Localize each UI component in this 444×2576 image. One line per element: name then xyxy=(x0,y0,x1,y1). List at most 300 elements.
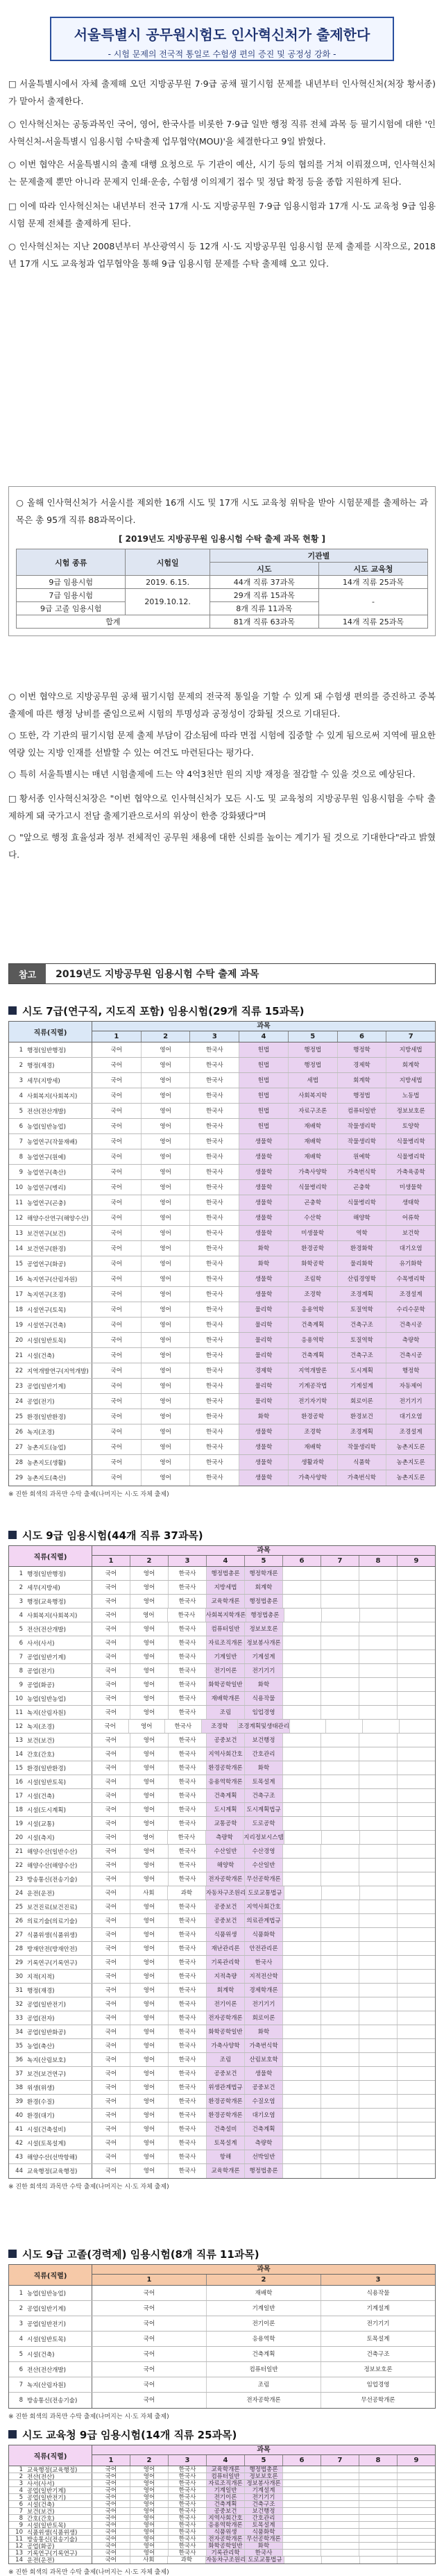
subject-cell xyxy=(359,1970,398,1983)
subject-cell xyxy=(360,1831,398,1844)
subject-cell: 건축계획 xyxy=(207,1789,245,1802)
row-name: 14 보건연구(환경) xyxy=(9,1241,92,1256)
table-row xyxy=(9,1595,435,1609)
table-row xyxy=(9,2508,435,2515)
subject-cell xyxy=(359,1567,398,1580)
paragraph-4: □ 이에 따라 인사혁신처는 내년부터 전국 17개 시·도 지방공무원 7·9급 임용시험과 17개 시·도 교육청 9급 임용시험 문제 전체를 출제하게 된다. xyxy=(8,197,436,232)
subject-cell xyxy=(321,2515,359,2521)
subject-cell: 전자공학개론 xyxy=(207,2393,321,2408)
subject-cell: 물리학 xyxy=(239,1379,289,1393)
row-name: 28 방재안전(방재안전) xyxy=(9,1942,92,1955)
subject-cell: 영어 xyxy=(130,1997,169,2011)
section-title: 시도 교육청 9급 임용시험(14개 직류 25과목) xyxy=(8,2424,436,2445)
subject-cell xyxy=(321,1859,359,1872)
row-name: 22 해양수산(해양수산) xyxy=(9,1859,92,1872)
subject-cell: 도시계획 xyxy=(207,1803,245,1816)
subject-cell: 영어 xyxy=(130,1650,169,1663)
subject-cell xyxy=(359,1692,398,1705)
subject-cell: 영어 xyxy=(130,1914,169,1927)
subject-cell xyxy=(398,2136,435,2150)
subject-cell: 한국사 xyxy=(169,1775,207,1788)
table-row xyxy=(9,2150,435,2164)
paragraph-8: ○ 또한, 각 기관의 필기시험 문제 출제 부담이 감소됨에 따라 면접 시험에 집중할 수 있게 됨으로써 지역에 필요한 역량 있는 지방 인재를 선발할 수 있는 여건도 마련된다는 평가다. xyxy=(8,726,436,761)
table-row xyxy=(9,1409,435,1424)
subject-cell: 도로공학 xyxy=(245,1817,283,1830)
subject-cell: 한국사 xyxy=(190,1165,239,1179)
subject-cell: 전기기기 xyxy=(245,2494,283,2500)
table-row xyxy=(9,1302,435,1318)
subject-cell xyxy=(321,2109,359,2122)
subject-cell xyxy=(398,1747,435,1761)
table-row xyxy=(9,1831,435,1845)
subject-cell: 영어 xyxy=(130,1747,169,1761)
table-row xyxy=(9,1333,435,1348)
subject-cell: 국어 xyxy=(92,1302,142,1317)
row-name: 11 농업연구(곤충) xyxy=(9,1195,92,1210)
subject-cell: 조경학 xyxy=(289,1424,338,1439)
subject-cell xyxy=(398,2536,435,2542)
subject-cell xyxy=(359,1872,398,1886)
subject-cell: 한국사 xyxy=(169,2136,207,2150)
subject-cell: 화학공학일반 xyxy=(207,2543,245,2549)
row-name: 9 시설(일반토목) xyxy=(9,2522,92,2528)
table-row xyxy=(9,1363,435,1379)
summary-header-sido: 시도 xyxy=(210,563,318,576)
subject-cell xyxy=(283,2150,321,2163)
subject-cell xyxy=(321,1734,359,1747)
subject-cell: 한국사 xyxy=(169,2122,207,2136)
row-name: 35 농업(축산) xyxy=(9,2039,92,2052)
subject-cell: 한국사 xyxy=(190,1424,239,1439)
row-name: 38 위생(위생) xyxy=(9,2081,92,2094)
subject-cell xyxy=(359,1997,398,2011)
table-row xyxy=(9,1440,435,1455)
table-row xyxy=(9,1195,435,1211)
subject-cell xyxy=(321,2053,359,2066)
subject-cell: 영어 xyxy=(130,2095,169,2108)
header-subject: 과목 xyxy=(92,2445,435,2455)
row-name: 41 시설(건축설비) xyxy=(9,2122,92,2136)
header-subject-number: 3 xyxy=(375,2276,381,2284)
header-subject-number: 6 xyxy=(283,1556,321,1566)
circle-bullet-icon: ○ xyxy=(8,159,16,169)
subject-cell: 건축구조 xyxy=(245,2501,283,2507)
subject-cell: 공중보건 xyxy=(245,2081,283,2094)
subject-cell: 교육학개론 xyxy=(207,1595,245,1608)
subject-cell: 수산일반 xyxy=(207,1845,245,1858)
row-name: 15 공업연구(화공) xyxy=(9,1256,92,1271)
subject-cell xyxy=(283,1956,321,1969)
subject-cell: 한국사 xyxy=(190,1211,239,1225)
row-name: 7 보건(보건) xyxy=(9,2508,92,2514)
table-header xyxy=(9,2265,435,2286)
row-name: 43 해양수산(선박항해) xyxy=(9,2150,92,2163)
subject-cell xyxy=(359,1734,398,1747)
row-name: 23 방송통신(전송기술) xyxy=(9,1872,92,1886)
subject-cell: 건축구조 xyxy=(366,2350,390,2358)
subject-cell xyxy=(283,1845,321,1858)
table-row xyxy=(9,1226,435,1241)
table-row xyxy=(9,1789,435,1803)
subject-cell: 생활과학 xyxy=(289,1455,338,1470)
subject-cell: 무선공학개론 xyxy=(361,2397,395,2404)
subject-cell: 조경학 xyxy=(202,1720,239,1733)
subject-cell: 수질오염 xyxy=(245,2095,283,2108)
subject-cell: 행정학 xyxy=(338,1042,387,1057)
subject-cell: 한국사 xyxy=(169,2025,207,2038)
subject-cell: 국어 xyxy=(92,2067,130,2080)
subject-cell: 국어 xyxy=(92,2473,130,2479)
subject-cell: 한국사 xyxy=(169,2536,207,2542)
subject-cell: 한국사 xyxy=(190,1058,239,1072)
subject-cell: 정보보호론 xyxy=(245,1622,283,1636)
table-row xyxy=(9,1455,435,1470)
subject-cell: 국어 xyxy=(92,1134,142,1149)
square-bullet-icon: □ xyxy=(8,201,17,211)
subject-cell: 국어 xyxy=(92,2515,130,2521)
subject-cell xyxy=(359,1636,398,1650)
circle-bullet-icon: ○ xyxy=(8,691,16,701)
subject-cell: 화학 xyxy=(245,2025,283,2038)
subject-cell: 컴퓨터일반 xyxy=(207,2362,321,2377)
subject-cell: 의료관계법규 xyxy=(245,1914,283,1927)
subject-cell: 응용역학개론 xyxy=(207,2522,245,2528)
subject-cell: 전기기기 xyxy=(245,1664,283,1677)
table-row xyxy=(9,1942,435,1956)
subject-cell: 지방세법 xyxy=(207,1581,245,1594)
subject-cell: 지역사회간호 xyxy=(207,2515,245,2521)
table-row xyxy=(9,1088,435,1104)
subject-cell xyxy=(321,2025,359,2038)
subject-cell xyxy=(283,1678,321,1691)
subject-cell: 세법 xyxy=(289,1073,338,1088)
table-row xyxy=(9,1650,435,1664)
subject-cell: 물리학 xyxy=(239,1318,289,1332)
subject-table-grade9 xyxy=(8,1545,436,2179)
row-name: 25 보건진료(보건진료) xyxy=(9,1900,92,1913)
subject-cell xyxy=(398,1984,435,1997)
header-subject-number: 7 xyxy=(408,1033,413,1040)
subject-cell xyxy=(359,2039,398,2052)
header-subject-number: 7 xyxy=(321,2455,359,2466)
subject-cell: 영어 xyxy=(130,1636,169,1650)
table-row xyxy=(9,1379,435,1394)
subject-cell: 자동차구조원리 xyxy=(206,1886,246,1900)
subject-cell xyxy=(283,2095,321,2108)
subject-cell xyxy=(398,1775,435,1788)
subject-cell: 한국사 xyxy=(190,1180,239,1195)
subject-cell: 물리학 xyxy=(239,1302,289,1317)
subject-cell: 토질역학 xyxy=(338,1333,387,1347)
header-subject-number: 4 xyxy=(239,1031,289,1042)
subject-cell: 한국사 xyxy=(169,1581,207,1594)
subject-cell: 회계학 xyxy=(338,1073,387,1088)
subject-cell: 공중보건 xyxy=(207,1900,245,1913)
subject-cell: 영어 xyxy=(142,1226,191,1240)
subject-cell xyxy=(398,2515,435,2521)
subject-cell xyxy=(284,2557,323,2563)
subject-cell xyxy=(359,1817,398,1830)
subject-cell: 영어 xyxy=(130,1734,169,1747)
subject-cell xyxy=(359,2109,398,2122)
subject-cell: 기계설계 xyxy=(338,1379,387,1393)
row-name: 3 세무(지방세) xyxy=(9,1073,92,1088)
subject-cell: 지리정보시스템 xyxy=(244,1831,284,1844)
subject-cell: 가축번식학 xyxy=(338,1165,387,1179)
subject-cell: 생물학 xyxy=(239,1134,289,1149)
subject-cell: 국어 xyxy=(92,2508,130,2514)
subject-cell: 국어 xyxy=(92,1567,130,1580)
row-name: 5 시설(건축) xyxy=(9,2347,92,2361)
subject-cell: 건축계획 xyxy=(289,1318,338,1332)
subject-cell: 국어 xyxy=(92,2095,130,2108)
subject-cell: 식품화학 xyxy=(245,1928,283,1941)
subject-cell: 한국사 xyxy=(169,1664,207,1677)
subject-cell: 한국사 xyxy=(169,2550,207,2556)
header-subject-number: 9 xyxy=(413,1557,419,1565)
header-name: 직류(직렬) xyxy=(9,1546,92,1566)
section-title: 시도 9급 고졸(경력제) 임용시험(8개 직류 11과목) xyxy=(8,2243,436,2264)
subject-cell: 영어 xyxy=(130,1900,169,1913)
subject-cell: 국어 xyxy=(92,2377,207,2392)
subject-cell: 국어 xyxy=(92,1318,142,1332)
row-name: 18 시설연구(토목) xyxy=(9,1302,92,1317)
subject-cell: 행정학개론 xyxy=(245,1567,283,1580)
subject-cell: 국어 xyxy=(92,1211,142,1225)
subject-cell xyxy=(321,1567,359,1580)
subject-cell: 한국사 xyxy=(169,1900,207,1913)
subject-cell: 영어 xyxy=(142,1104,191,1118)
subject-cell: 생물학 xyxy=(239,1470,289,1486)
table-row xyxy=(9,2136,435,2150)
subject-cell xyxy=(321,2501,359,2507)
subject-cell xyxy=(398,1859,435,1872)
subject-cell xyxy=(283,1942,321,1955)
subject-cell: 한국사 xyxy=(169,2494,207,2500)
subject-cell xyxy=(398,1567,435,1580)
subject-cell: 과학 xyxy=(168,2557,206,2563)
row-name: 20 시설(측지) xyxy=(9,1831,92,1844)
subject-cell: 한국사 xyxy=(169,1803,207,1816)
section-highschool xyxy=(8,2243,436,2420)
subject-cell xyxy=(398,2501,435,2507)
subject-cell: 한국사 xyxy=(169,2039,207,2052)
subject-cell: 한국사 xyxy=(190,1104,239,1118)
subject-cell: 도로교통법규 xyxy=(246,2557,284,2563)
row-name: 40 환경(대기) xyxy=(9,2109,92,2122)
subject-cell xyxy=(360,1886,398,1900)
subject-cell: 영어 xyxy=(129,1720,166,1733)
subject-cell xyxy=(321,1747,359,1761)
summary-table-caption: [ 2019년도 지방공무원 임용시험 수탁 출제 과목 현황 ] xyxy=(118,534,326,544)
subject-cell xyxy=(398,2067,435,2080)
table-row xyxy=(9,2494,435,2501)
summary-header-date: 시험일 xyxy=(126,549,210,576)
subject-cell xyxy=(398,2081,435,2094)
subject-cell: 조경설계 xyxy=(386,1424,435,1439)
row-name: 5 공업(일반전기) xyxy=(9,2494,92,2500)
subject-cell: 국어 xyxy=(92,2122,130,2136)
subject-cell xyxy=(321,1761,359,1775)
subject-cell xyxy=(283,1650,321,1663)
paragraph-6: ○ 올해 인사혁신처가 서울시를 제외한 16개 시도 및 17개 시도 교육청 위탁을 받아 시험문제를 출제하는 과목은 총 95개 직류 88과목이다. xyxy=(16,494,428,529)
subject-cell: 영어 xyxy=(142,1455,191,1470)
subject-cell: 국어 xyxy=(92,1440,142,1454)
table-row xyxy=(9,1872,435,1886)
title-box xyxy=(50,17,394,61)
subject-cell: 국어 xyxy=(92,2136,130,2150)
subject-cell: 국어 xyxy=(92,1165,142,1179)
subject-cell xyxy=(283,2164,321,2178)
subject-cell xyxy=(283,1872,321,1886)
row-name: 20 시설(일반토목) xyxy=(9,1333,92,1347)
subject-cell: 국어 xyxy=(92,1581,130,1594)
subject-cell: 국어 xyxy=(92,2466,130,2473)
subject-cell xyxy=(321,2487,359,2493)
subject-cell: 한국사 xyxy=(169,1872,207,1886)
paragraph-5: ○ 인사혁신처는 지난 2008년부터 부산광역시 등 12개 시·도 지방공무원 임용시험 문제 출제를 시작으로, 2018년 17개 시도 교육청과 업무협약을 통해 9급 임용시험 문제를 수탁 출제해 오고 있다. xyxy=(8,238,436,272)
subject-cell: 기계설계 xyxy=(245,2487,283,2493)
subject-cell: 행정법 xyxy=(289,1058,338,1072)
subject-cell xyxy=(359,1928,398,1941)
subject-cell: 한국사 xyxy=(169,1747,207,1761)
header-subject: 과목 xyxy=(92,2265,435,2275)
subject-cell: 조경계획및생태관리 xyxy=(238,1720,290,1733)
subject-cell xyxy=(398,2025,435,2038)
subject-cell: 한국사 xyxy=(169,2543,207,2549)
subject-cell: 한국사 xyxy=(190,1287,239,1302)
subject-cell xyxy=(398,1956,435,1969)
subject-cell: 사회 xyxy=(130,2557,169,2563)
header-subject-number: 4 xyxy=(207,1556,245,1566)
subject-cell xyxy=(284,1831,323,1844)
square-bullet-icon: □ xyxy=(8,793,17,804)
subject-cell: 한국사 xyxy=(190,1333,239,1347)
subject-cell xyxy=(283,1928,321,1941)
subject-cell: 영어 xyxy=(130,2067,169,2080)
subject-cell: 영어 xyxy=(130,1942,169,1955)
subject-cell: 산림경영학 xyxy=(338,1272,387,1286)
subject-cell: 국어 xyxy=(92,1241,142,1256)
subject-cell: 식물병리학 xyxy=(386,1149,435,1164)
subject-cell: 한국사 xyxy=(169,2067,207,2080)
subject-cell xyxy=(321,1900,359,1913)
subject-cell: 영어 xyxy=(130,1970,169,1983)
subject-cell xyxy=(359,1747,398,1761)
subject-cell: 국어 xyxy=(92,1761,130,1775)
row-name: 15 환경(일반환경) xyxy=(9,1761,92,1775)
section-education xyxy=(8,2424,436,2576)
subject-cell xyxy=(359,2515,398,2521)
row-name: 32 공업(일반전기) xyxy=(9,1997,92,2011)
subject-cell: 영어 xyxy=(130,1831,169,1844)
subject-cell xyxy=(321,1692,359,1705)
subject-cell xyxy=(283,2543,321,2549)
subject-cell: 국어 xyxy=(92,1789,130,1802)
subject-cell: 한국사 xyxy=(169,1914,207,1927)
subject-cell xyxy=(398,2150,435,2163)
subject-cell xyxy=(321,1997,359,2011)
header-subject-number: 8 xyxy=(359,1556,398,1566)
subject-cell: 무선공학개론 xyxy=(245,2536,283,2542)
subject-cell: 화학공학 xyxy=(289,1256,338,1271)
subject-cell xyxy=(284,1609,323,1622)
paragraph-3: ○ 이번 협약은 서울특별시의 출제 대행 요청으로 두 기관이 예산, 시기 등의 협의를 거쳐 이뤄졌으며, 인사혁신처는 문제출제 뿐만 아니라 문제지 인쇄·운송, 수험생 이의제기 접수 및 정답 확정 등을 종합 지원하게 된다. xyxy=(8,156,436,190)
subject-cell: 국어 xyxy=(92,2164,130,2178)
table-row xyxy=(9,2466,435,2473)
subject-cell xyxy=(283,2487,321,2493)
subject-cell: 자료조직개론 xyxy=(207,2480,245,2486)
row-name: 18 시설(도시계획) xyxy=(9,1803,92,1816)
subject-cell: 국어 xyxy=(92,1650,130,1663)
subject-cell xyxy=(283,2122,321,2136)
subject-cell: 기계일반 xyxy=(207,2301,321,2316)
subject-cell: 행정법총론 xyxy=(246,1609,284,1622)
subject-cell: 한국사 xyxy=(169,1956,207,1969)
subject-cell: 한국사 xyxy=(190,1363,239,1378)
subject-cell: 국어 xyxy=(92,2286,207,2300)
subject-cell xyxy=(321,1817,359,1830)
subject-cell xyxy=(321,2508,359,2514)
subject-cell xyxy=(363,1720,400,1733)
table-note: ※ 진한 회색의 과목만 수탁 출제(나머지는 시·도 자체 출제) xyxy=(8,2413,169,2420)
subject-cell: 노동법 xyxy=(386,1088,435,1103)
section-grade9 xyxy=(8,1524,436,2191)
table-row xyxy=(9,2536,435,2543)
subject-cell xyxy=(321,2011,359,2025)
paragraph-10: □ 황서종 인사혁신처장은 "이번 협약으로 인사혁신처가 모든 시·도 및 교육청의 지방공무원 임용시험을 수탁 출제하게 돼 국가고시 전담 출제기관으로서의 위상이 한층 강화됐다"며 xyxy=(8,790,436,824)
subject-cell: 회계학 xyxy=(245,1581,283,1594)
subject-cell: 식물병리학 xyxy=(289,1180,338,1195)
subject-cell xyxy=(359,2067,398,2080)
table-row xyxy=(9,1900,435,1914)
table-row xyxy=(9,1073,435,1088)
subject-cell: 국어 xyxy=(92,2081,130,2094)
subject-cell xyxy=(321,1872,359,1886)
subject-cell: 한국사 xyxy=(169,2515,207,2521)
subject-cell xyxy=(321,2550,359,2556)
section-grade7 xyxy=(8,1000,436,1498)
subject-cell: 회로이론 xyxy=(245,2011,283,2025)
subject-cell xyxy=(321,1678,359,1691)
table-row xyxy=(9,1692,435,1706)
subject-cell: 환경보건 xyxy=(338,1409,387,1424)
subject-cell: 전기기기 xyxy=(245,1997,283,2011)
subject-cell: 생물학 xyxy=(239,1440,289,1454)
subject-cell: 수산경영 xyxy=(245,1845,283,1858)
table-row xyxy=(9,1058,435,1073)
subject-cell xyxy=(360,1609,398,1622)
square-icon xyxy=(8,2430,17,2438)
subject-cell: 헌법 xyxy=(239,1042,289,1057)
subject-cell: 지역사회간호 xyxy=(245,1900,283,1913)
subject-cell: 생물학 xyxy=(239,1226,289,1240)
subject-cell xyxy=(398,1942,435,1955)
subject-cell xyxy=(398,1581,435,1594)
subject-cell: 자동차구조원리 xyxy=(205,2557,246,2563)
subject-cell: 국어 xyxy=(92,1226,142,1240)
table-row xyxy=(9,2332,435,2347)
subject-cell: 한국사 xyxy=(169,1817,207,1830)
subject-cell: 국어 xyxy=(92,2536,130,2542)
subject-cell: 조림 xyxy=(207,2053,245,2066)
subject-cell: 응용역학개론 xyxy=(207,1775,245,1788)
subject-cell: 행정법총론 xyxy=(245,2164,283,2178)
row-name: 22 지역개발연구(지역개발) xyxy=(9,1363,92,1378)
table-row xyxy=(9,1287,435,1302)
subject-cell: 과학 xyxy=(168,1886,206,1900)
subject-cell xyxy=(359,1984,398,1997)
